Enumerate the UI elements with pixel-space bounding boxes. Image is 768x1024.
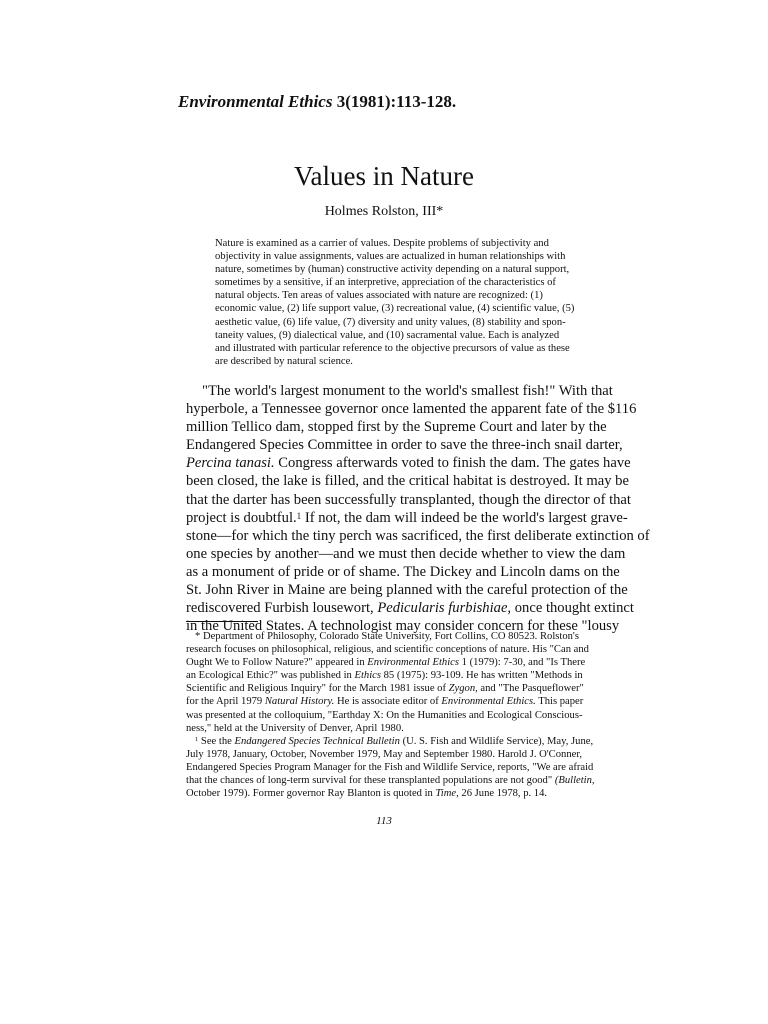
footnote-line: $^1$ See the Endangered Species Technical Bulletin (U. S. Fish and Wildlife Service), May, June, <box>195 735 594 747</box>
abstract-line: Nature is examined as a carrier of values. Despite problems of subjectivity and <box>215 238 549 249</box>
footnote-line: was presented at the colloquium, "Earthday X: On the Humanities and Ecological Conscious- <box>186 709 583 721</box>
body-line: one species by another—and we must then decide whether to view the dam <box>186 545 626 562</box>
footnote-line: July 1978, January, October, November 1979, May and September 1980. Harold J. O'Conner, <box>186 748 583 760</box>
body-line: Percina tanasi. Congress afterwards voted to finish the dam. The gates have <box>186 455 631 472</box>
abstract-line: are described by natural science. <box>215 355 353 367</box>
footnote-line: for the April 1979 Natural History. He is associate editor of Environmental Ethics. This paper <box>186 696 584 708</box>
author-line: Holmes Rolston, III* <box>324 204 444 219</box>
body-line: project is doubtful.$^1$ If not, the dam will indeed be the world's largest grave- <box>186 509 628 526</box>
species-name: Pedicularis furbishiae, <box>377 600 512 617</box>
footnote-marker: 1 <box>195 736 199 744</box>
journal-reference: 3(1981):113-128. <box>332 92 457 111</box>
body-line: in the United States. A technologist may consider concern for these "lousy <box>186 618 620 635</box>
body-line: "The world's largest monument to the world's smallest fish!" With that <box>202 383 613 399</box>
footnote-line: ness," held at the University of Denver, April 1980. <box>186 722 404 734</box>
footnote-line: * Department of Philosophy, Colorado State University, Fort Collins, CO 80523. Rolston's <box>195 631 579 642</box>
body-line: been closed, the lake is filled, and the critical habitat is destroyed. It may be <box>186 473 629 490</box>
abstract-line: nature, sometimes by (human) constructive activity depending on a natural support, <box>215 264 570 276</box>
abstract-line: sometimes by a sensitive, if an interpretive, appreciation of the characteristics of <box>215 277 556 289</box>
footnote-divider <box>186 621 258 622</box>
footnote-line: Scientific and Religious Inquiry" for the March 1981 issue of Zygon, and "The Pasqueflower" <box>186 683 584 695</box>
body-line: hyperbole, a Tennessee governor once lamented the apparent fate of the $116 <box>186 401 637 418</box>
species-name: Percina tanasi. <box>186 455 275 472</box>
footnote-line: Endangered Species Program Manager for the Fish and Wildlife Service, reports, "We are afraid <box>186 761 594 773</box>
body-line: as a monument of pride or of shame. The Dickey and Lincoln dams on the <box>186 563 620 580</box>
abstract-line: natural objects. Ten areas of values associated with nature are recognized: (1) <box>215 290 543 302</box>
footnote-line: research focuses on philosophical, religious, and scientific conceptions of nature. His "Can and <box>186 644 589 656</box>
footnotes <box>186 630 600 800</box>
abstract-line: taneity values, (9) dialectical value, and (10) sacramental value. Each is analyzed <box>215 329 560 341</box>
footnote-line: that the chances of long-term survival for these transplanted populations are not good" (Bulletin, <box>186 775 595 787</box>
body-line: rediscovered Furbish lousewort, Pedicularis furbishiae, once thought extinct <box>186 600 634 617</box>
footnote-line: October 1979). Former governor Ray Blanton is quoted in Time, 26 June 1978, p. 14. <box>186 788 548 800</box>
abstract-line: objectivity in value assignments, values are actualized in human relationships with <box>215 251 566 263</box>
body-line: Endangered Species Committee in order to save the three-inch snail darter, <box>186 437 623 454</box>
journal-citation <box>178 92 456 112</box>
footnote-ref: 1 <box>296 510 302 521</box>
abstract-line: and illustrated with particular reference to the objective precursors of value as these <box>215 342 570 354</box>
abstract-line: economic value, (2) life support value, (3) recreational value, (4) scientific value, (5) <box>215 303 575 315</box>
abstract-line: aesthetic value, (6) life value, (7) diversity and unity values, (8) stability and spon- <box>215 316 566 328</box>
body-line: St. John River in Maine are being planned with the careful protection of the <box>186 582 628 599</box>
abstract <box>215 237 575 368</box>
body-line: that the darter has been successfully transplanted, though the director of that <box>186 491 631 508</box>
footnote-line: Ought We to Follow Nature?" appeared in Environmental Ethics 1 (1979): 7-30, and "Is There <box>186 657 586 669</box>
footnote-line: an Ecological Ethic?" was published in Ethics 85 (1975): 93-109. He has written "Methods in <box>186 670 583 682</box>
journal-name: Environmental Ethics <box>178 92 333 111</box>
body-line: million Tellico dam, stopped first by the Supreme Court and later by the <box>186 419 607 436</box>
body-paragraph <box>186 382 650 635</box>
page-number: 113 <box>376 815 392 827</box>
article-title: Values in Nature <box>294 161 474 191</box>
body-line: stone—for which the tiny perch was sacrificed, the first deliberate extinction of <box>186 527 650 544</box>
